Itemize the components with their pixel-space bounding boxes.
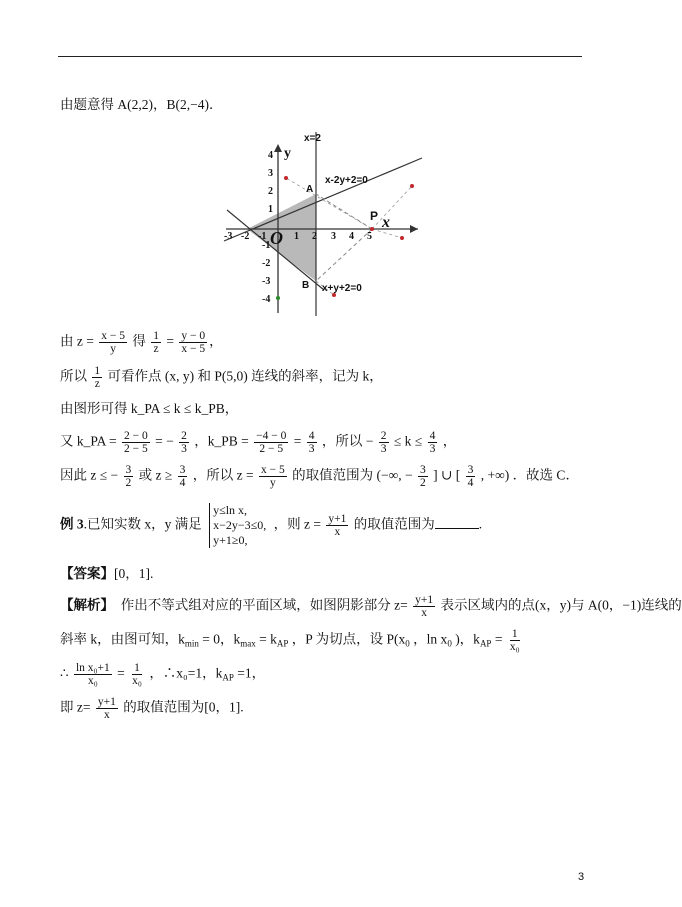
- analysis-line-3: ∴ $\frac{\text{ln x₀+1}}{\text{x₀}}$ = $\frac{1}{\text{x₀}}$ ，∴x₀=1，$k_{AP} =1$，: [60, 662, 266, 687]
- inequality-system: y≤ln x, x−2y−3≤0, y+1≥0,: [209, 503, 266, 548]
- marker-point: [284, 176, 288, 180]
- y-tick: 4: [268, 150, 273, 161]
- marker-point: [410, 184, 414, 188]
- x-tick: 4: [349, 231, 354, 242]
- y-tick: -4: [262, 294, 271, 305]
- x-tick: -2: [241, 231, 250, 242]
- analysis-line-4: 即 z= $\frac{y+1}{x}$ 的取值范围为[0，1].: [60, 696, 244, 721]
- analysis-line-1: 【解析】 作出不等式组对应的平面区域，如图阴影部分 z= $\frac{y+1}{x}$ 表示区域内的点(x，y)与 A(0，−1)连线的: [60, 594, 682, 619]
- label-y: y: [284, 146, 291, 161]
- x-tick: -1: [258, 231, 267, 242]
- y-tick: 3: [268, 168, 273, 179]
- label-O: O: [270, 228, 283, 248]
- label-A: A: [306, 184, 314, 195]
- text-line-2: 由 z = $\frac{x - 5}{y}$ 得 $\frac{1}{z}$ = $\frac{y - 0}{x - 5}$ ，: [60, 330, 223, 355]
- y-tick: -1: [262, 240, 271, 251]
- header-rule: [58, 56, 582, 57]
- x-axis-arrow: [410, 225, 418, 233]
- answer-line: 【答案】[0，1].: [60, 566, 154, 581]
- text-line-4: 由图形可得 k_PA ≤ k ≤ k_PB，: [60, 401, 239, 416]
- marker-point: [400, 236, 404, 240]
- label-P: P: [370, 209, 379, 223]
- text-line-5: 又 k_PA = $\frac{2 - 0}{2 - 5}$ = − $\frac{2}{3}$ ，k_PB = $\frac{-4 - 0}{2 - 5}$ = $\frac{4}{3}$ ，所以 − $\frac{2}{3}$ ≤ k ≤ $\frac{4}{3}$ ，: [60, 430, 457, 455]
- label-x: x: [382, 214, 390, 231]
- answer-blank: [435, 516, 479, 529]
- x-tick: -3: [224, 231, 233, 242]
- analysis-line-2: 斜率 k，由图可知，$k_{min} = 0$，$k_{max} = k_{AP}$ ，P 为切点，设 $P(x_0$ ，$\ln x_0$ )，$k_{AP}$ = $\frac{1}{\text{x₀}}$: [60, 628, 520, 653]
- text-line-3: 所以 $\frac{1}{z}$ 可看作点 (x, y) 和 P(5,0) 连线的斜率，记为 k，: [60, 365, 383, 390]
- y-tick: -3: [262, 276, 271, 287]
- text-line-6: 因此 z ≤ − $\frac{3}{2}$ 或 z ≥ $\frac{3}{4}$ ，所以 z = $\frac{x - 5}{y}$ 的取值范围为 (−∞, − $\frac{3}{2}$ ] ∪ [ $\frac{3}{4}$ , +∞) ．故选 C．: [60, 464, 579, 489]
- y-tick: -2: [262, 258, 271, 269]
- x-tick: 2: [312, 231, 317, 242]
- y-axis-arrow: [274, 144, 282, 152]
- label-line2: x+y+2=0: [322, 283, 362, 294]
- x-tick: 3: [331, 231, 336, 242]
- label-B: B: [302, 280, 310, 291]
- page-number: 3: [578, 871, 585, 883]
- y-tick: 2: [268, 186, 273, 197]
- x-tick: 5: [367, 231, 372, 242]
- coordinate-graph: [222, 128, 422, 318]
- label-line1: x-2y+2=0: [325, 175, 368, 186]
- x-tick: 1: [294, 231, 299, 242]
- dash-PB: [316, 229, 372, 281]
- example-3-line: 例 3.已知实数 x，y 满足 y≤ln x, x−2y−3≤0, y+1≥0, ，则 z = $\frac{y+1}{x}$ 的取值范围为 .: [60, 503, 483, 547]
- text-line-1: 由题意得 A(2,2)，B(2,−4)．: [60, 97, 223, 112]
- marker-point: [276, 296, 280, 300]
- y-tick: 1: [268, 204, 273, 215]
- label-x2: x=2: [304, 133, 321, 144]
- dash-PA: [316, 194, 372, 229]
